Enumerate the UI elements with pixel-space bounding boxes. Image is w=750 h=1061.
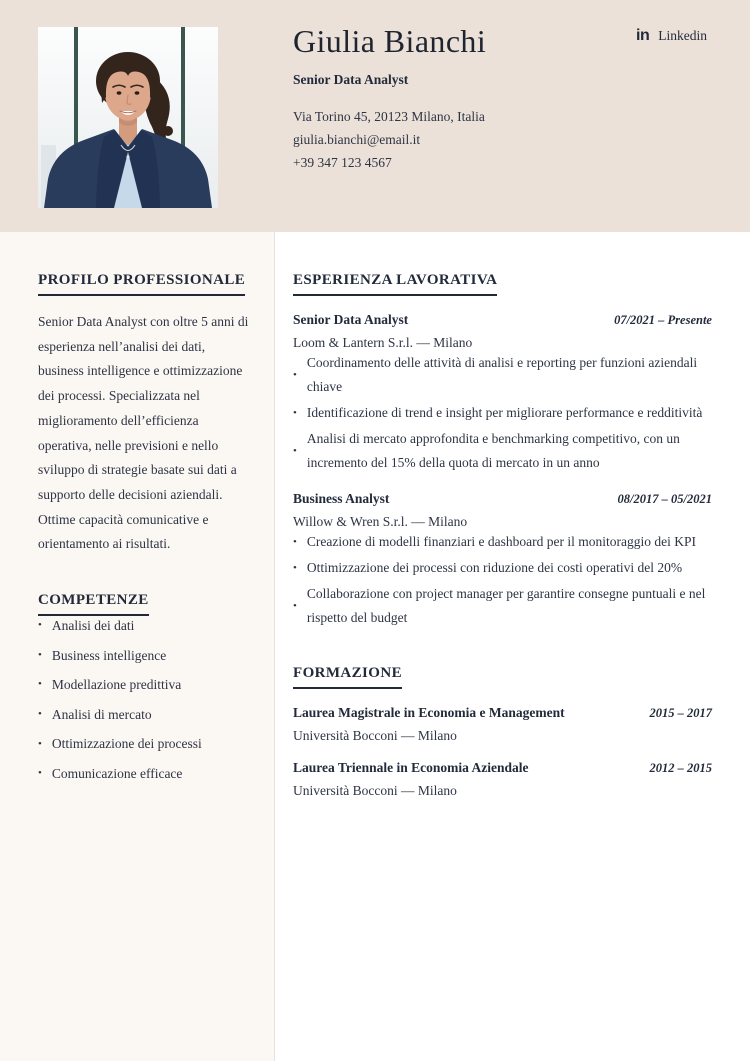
candidate-name: Giulia Bianchi [293,23,487,59]
education-head [293,760,712,776]
section-profile [38,271,254,557]
job-bullet-text: Ottimizzazione dei processi con riduzione dei costi operativi del 20% [306,560,683,576]
job-bullet [293,351,712,399]
bullet-icon: • [38,648,42,661]
experience-heading: ESPERIENZA LAVORATIVA [293,272,497,296]
bullet-icon: • [293,599,297,612]
job-bullet [293,401,712,425]
job-entry [293,312,712,475]
job-bullet-text: Creazione di modelli finanziari e dashboard per il monitoraggio dei KPI [306,534,696,550]
bullet-icon: • [38,737,42,750]
skill-item [38,764,254,784]
degree-dates: 2012 – 2015 [649,761,712,776]
job-head [293,312,712,328]
job-entry [293,491,712,630]
main-column [293,232,712,833]
skill-label: Ottimizzazione dei processi [51,736,202,752]
candidate-job-title: Senior Data Analyst [293,72,409,88]
skill-item [38,616,254,636]
bullet-icon: • [293,406,297,419]
skill-item [38,705,254,725]
job-bullet-text: Coordinamento delle attività di analisi e reporting per funzioni aziendali chiave [306,355,698,395]
contact-block [293,105,486,174]
section-skills [38,591,254,783]
bullet-icon: • [38,678,42,691]
skill-item [38,675,254,695]
degree-title: Laurea Magistrale in Economia e Management [293,705,565,721]
contact-phone: +39 347 123 4567 [293,155,392,171]
bullet-icon: • [293,444,297,457]
job-bullet-text: Identificazione di trend e insight per migliorare performance e redditività [306,405,703,421]
bullet-icon: • [293,535,297,548]
portrait-illustration [38,27,218,208]
linkedin-icon: in [636,27,650,44]
header [0,0,750,232]
job-dates: 08/2017 – 05/2021 [617,492,712,507]
job-company: Willow & Wren S.r.l. — Milano [293,514,468,530]
job-title: Senior Data Analyst [293,312,409,327]
skills-list [38,616,254,783]
section-experience [293,271,712,630]
skills-heading: COMPETENZE [38,592,149,616]
education-entry [293,705,712,744]
school-name: Università Bocconi — Milano [293,783,457,799]
job-bullets [293,351,712,475]
sidebar [0,232,275,1061]
skill-label: Business intelligence [51,647,167,663]
job-bullet [293,556,712,580]
education-head [293,705,712,721]
job-title: Business Analyst [293,491,390,507]
job-bullet [293,582,712,630]
school-name: Università Bocconi — Milano [293,728,457,744]
contact-email: giulia.bianchi@email.it [293,132,421,148]
education-heading: FORMAZIONE [293,665,402,689]
skill-label: Comunicazione efficace [51,765,183,781]
section-education [293,664,712,799]
job-bullets [293,530,712,630]
job-bullet-text: Analisi di mercato approfondita e benchmarking competitivo, con un incremento del 15% della quota di mercato in un anno [306,431,680,471]
bullet-icon: • [38,767,42,780]
job-bullet-text: Collaborazione con project manager per garantire consegne puntuali e nel rispetto del budget [306,586,706,626]
education-entry [293,760,712,799]
skill-item [38,646,254,666]
bullet-icon: • [293,368,297,381]
degree-title: Laurea Triennale in Economia Aziendale [293,760,529,776]
profile-heading: PROFILO PROFESSIONALE [38,272,245,296]
bullet-icon: • [38,708,42,720]
linkedin-label: Linkedin [658,28,707,43]
job-head [293,491,712,507]
bullet-icon: • [293,561,297,574]
skill-item [38,734,254,754]
bullet-icon: • [38,619,42,632]
job-bullet [293,530,712,554]
skill-label: Analisi dei dati [51,618,135,634]
skill-label: Analisi di mercato [51,706,152,722]
job-dates: 07/2021 – Presente [614,313,712,327]
profile-photo [38,27,218,208]
linkedin-link[interactable] [636,28,707,44]
degree-dates: 2015 – 2017 [649,706,712,721]
job-company: Loom & Lantern S.r.l. — Milano [293,335,473,350]
header-text-block [293,24,486,174]
job-bullet [293,427,712,475]
contact-address: Via Torino 45, 20123 Milano, Italia [293,109,485,125]
profile-text: Senior Data Analyst con oltre 5 anni di esperienza nell’analisi dei dati, business intelligence e ottimizzazione dei processi. Specializzata nel miglioramento dell’efficienza operativa, nelle previsioni e nello sviluppo di strategie basate sui dati a supporto delle decisioni aziendali. Ottime capacità comunicative e orientamento ai risultati. [38,314,249,552]
skill-label: Modellazione predittiva [51,677,182,693]
